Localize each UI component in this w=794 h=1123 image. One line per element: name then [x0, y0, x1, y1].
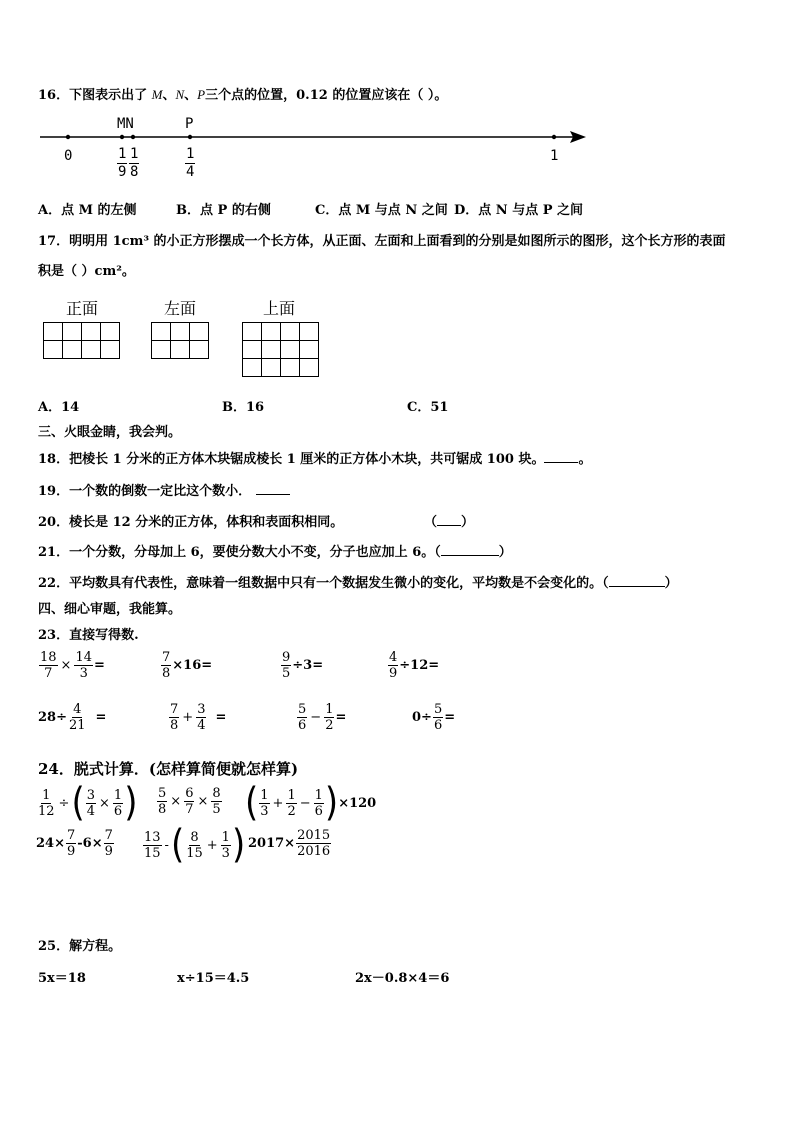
fraction [297, 702, 307, 733]
q18-text: 18．把棱长 1 分米的正方体木块锯成棱长 1 厘米的正方体小木块，共可锯成 100 块。 [38, 452, 545, 467]
q22-blank[interactable] [609, 574, 665, 587]
den: 8 [158, 802, 167, 817]
operator: ÷ [58, 795, 70, 811]
q24-title: 24．脱式计算．(怎样算简便就怎样算) [38, 760, 299, 778]
den: 6 [298, 718, 307, 733]
label-zero: 0 [64, 148, 73, 164]
fraction [296, 828, 331, 859]
operator: × [197, 794, 209, 809]
tail: = [215, 710, 227, 725]
num: 1 [287, 787, 296, 803]
fraction [324, 702, 334, 733]
q17-option-b[interactable]: B．16 [222, 400, 265, 415]
q18 [38, 448, 592, 467]
fraction [184, 786, 194, 817]
operator: × [60, 658, 72, 673]
q21-end: ） [498, 545, 512, 560]
num: 1 [118, 146, 127, 162]
den: 9 [104, 844, 113, 859]
den: 12 [38, 803, 55, 819]
frac-one-eighth [129, 146, 139, 181]
den: 21 [68, 718, 86, 733]
num: 1 [314, 787, 323, 803]
q23-item-8 [412, 702, 455, 733]
q23-item-7 [296, 702, 346, 733]
q19-text: 19．一个数的倒数一定比这个数小． [38, 484, 252, 499]
den: 6 [113, 803, 123, 819]
q24-expr-4 [36, 828, 115, 859]
operator: × [99, 795, 110, 811]
den: 4 [86, 803, 95, 819]
fraction [161, 650, 171, 681]
num: 5 [433, 702, 443, 717]
num: 4 [389, 650, 398, 665]
fraction [86, 788, 96, 819]
section-4-heading: 四、细心审题，我能算。 [38, 602, 182, 617]
tail: = [94, 658, 105, 673]
fraction [68, 702, 87, 733]
point-m-label: M [151, 87, 163, 102]
tail: ×16= [172, 658, 213, 673]
num: 5 [158, 786, 167, 801]
prefix: 24× [36, 836, 65, 851]
fraction [286, 788, 296, 819]
label-mn: MN [117, 116, 134, 132]
q18-end: 。 [578, 452, 592, 467]
den: 8 [130, 164, 139, 180]
right-paren: ) [231, 822, 246, 868]
num: 14 [75, 650, 92, 665]
prefix: 2017× [248, 836, 296, 851]
sep: 、 [162, 88, 176, 103]
fraction [314, 788, 324, 819]
tick-zero [66, 135, 70, 139]
q20 [38, 511, 343, 530]
den: 8 [162, 666, 171, 681]
den: 9 [118, 164, 127, 180]
fraction [211, 786, 221, 817]
fraction [104, 828, 114, 859]
q16-stem [38, 84, 447, 103]
den: 5 [282, 666, 291, 681]
q21-text: 21．一个分数，分母加上 6，要使分数大小不变，分子也应加上 6。（ [38, 545, 441, 560]
q19 [38, 480, 290, 499]
point-n-label: N [175, 87, 185, 102]
q20-blank[interactable] [437, 513, 461, 526]
q23-item-1 [38, 650, 105, 681]
num: 7 [162, 650, 171, 665]
frac-one-quarter [185, 146, 195, 181]
right-paren: ) [124, 780, 138, 826]
num: 7 [170, 702, 179, 717]
num: 1 [186, 146, 195, 162]
fraction [74, 650, 93, 681]
q25-eq-3: 2x－0.8×4＝6 [355, 971, 450, 986]
tail: ÷12= [399, 658, 440, 673]
q16-stem-a: 16．下图表示出了 [38, 88, 148, 103]
point-p-label: P [197, 87, 206, 102]
den: 9 [66, 844, 76, 859]
den: 4 [197, 718, 206, 733]
label-one: 1 [550, 148, 559, 164]
left-paren: ( [71, 780, 85, 826]
prefix: 0÷ [412, 710, 432, 725]
tick-one [552, 135, 556, 139]
q23-item-6 [168, 702, 226, 733]
left-paren: ( [170, 822, 185, 868]
q22 [38, 572, 678, 591]
label-p: P [185, 116, 194, 132]
q16-option-d[interactable]: D．点 N 与点 P 之间 [454, 203, 584, 218]
operator: - [164, 837, 169, 853]
den: 6 [314, 803, 323, 819]
den: 15 [186, 845, 203, 861]
num: 1 [221, 829, 230, 845]
num: 1 [260, 787, 269, 803]
left-paren: ( [245, 780, 259, 826]
den: 3 [260, 803, 269, 819]
q17-option-c[interactable]: C．51 [407, 400, 449, 415]
num: 3 [197, 702, 206, 717]
q23-item-4 [387, 650, 439, 681]
left-view-grid [151, 322, 209, 359]
q16-option-a[interactable]: A．点 M 的左侧 [38, 203, 137, 218]
tail: ×120 [338, 795, 377, 811]
view-label-left: 左面 [164, 299, 197, 318]
q22-text: 22．平均数具有代表性，意味着一组数据中只有一个数据发生微小的变化，平均数是不会变化的。（ [38, 576, 609, 591]
q20-text: 20．棱长是 12 分米的正方体，体积和表面积相同。 [38, 515, 344, 530]
middle: -6× [77, 836, 103, 851]
q24-expr-6 [248, 828, 332, 859]
num: 8 [212, 786, 221, 801]
den: 3 [79, 666, 88, 681]
fraction [221, 830, 231, 861]
fraction [66, 828, 76, 859]
tick-m [120, 135, 124, 139]
num: 1 [325, 702, 334, 717]
den: 2 [287, 803, 296, 819]
den: 8 [170, 718, 179, 733]
den: 7 [185, 802, 194, 817]
fraction [388, 650, 398, 681]
q23-item-5 [38, 702, 106, 733]
tail: = [95, 710, 107, 725]
q22-end: ） [664, 576, 678, 591]
prefix: 28÷ [38, 710, 67, 725]
operator: − [310, 710, 322, 725]
num: 1 [130, 146, 139, 162]
q23-title: 23．直接写得数. [38, 628, 139, 643]
frac-one-ninth [117, 146, 127, 181]
fraction [143, 830, 162, 861]
den: 4 [186, 164, 195, 180]
den: 7 [44, 666, 53, 681]
q16-option-b[interactable]: B．点 P 的右侧 [176, 203, 271, 218]
q16-stem-b: 三个点的位置，0.12 的位置应该在（ ）。 [205, 88, 448, 103]
fraction [196, 702, 206, 733]
q16-option-c[interactable]: C．点 M 与点 N 之间 [315, 203, 448, 218]
q18-blank[interactable] [544, 450, 578, 463]
num: 6 [185, 786, 194, 801]
operator: + [272, 795, 284, 811]
fraction [281, 650, 291, 681]
tail: = [444, 710, 456, 725]
right-paren: ) [324, 780, 339, 826]
section-3-heading: 三、火眼金睛，我会判。 [38, 425, 182, 440]
q20-answer[interactable]: （ ） [424, 515, 475, 530]
num: 3 [86, 787, 95, 803]
view-label-top: 上面 [263, 299, 296, 318]
tail: ÷3= [292, 658, 324, 673]
q24-expr-2 [156, 786, 223, 817]
den: 5 [212, 802, 221, 817]
fraction [113, 788, 123, 819]
fraction [433, 702, 443, 733]
q21 [38, 541, 512, 560]
q23-item-2 [160, 650, 212, 681]
operator: + [206, 837, 218, 853]
den: 15 [144, 845, 161, 861]
num: 7 [104, 828, 113, 843]
q17-stem-line1: 17．明明用 1cm³ 的小正方形摆成一个长方体，从正面、左面和上面看到的分别是如图所示的图形，这个长方形的表面 [38, 234, 726, 249]
fraction [169, 702, 179, 733]
den: 6 [433, 718, 443, 733]
q24-expr-3 [245, 780, 377, 826]
sep: 、 [184, 88, 198, 103]
num: 9 [282, 650, 291, 665]
q25-eq-2: x÷15＝4.5 [177, 971, 250, 986]
fraction [185, 830, 204, 861]
tick-n [131, 135, 135, 139]
num: 1 [42, 787, 51, 803]
fraction [259, 788, 269, 819]
num: 2015 [297, 828, 331, 843]
num: 13 [144, 829, 161, 845]
fraction [37, 788, 56, 819]
q23-item-3 [280, 650, 323, 681]
fraction [157, 786, 167, 817]
q24-expr-1 [36, 780, 138, 826]
q21-blank[interactable] [441, 543, 499, 556]
den: 9 [389, 666, 398, 681]
q25-eq-1: 5x＝18 [38, 971, 86, 986]
num: 5 [298, 702, 307, 717]
top-view-grid [242, 322, 319, 377]
fraction [39, 650, 58, 681]
tick-p [188, 135, 192, 139]
operator: − [299, 795, 311, 811]
q24-expr-5 [142, 822, 246, 868]
operator: + [182, 710, 194, 725]
num: 7 [66, 828, 76, 843]
q25-title: 25．解方程。 [38, 939, 122, 954]
den: 2 [325, 718, 334, 733]
num: 8 [190, 829, 199, 845]
tail: = [335, 710, 347, 725]
num: 4 [73, 702, 82, 717]
front-view-grid [43, 322, 120, 359]
q17-option-a[interactable]: A．14 [38, 400, 80, 415]
den: 2016 [297, 844, 331, 859]
view-label-front: 正面 [66, 299, 99, 318]
number-line [30, 110, 600, 190]
num: 18 [40, 650, 57, 665]
q17-stem-line2: 积是（ ）cm²。 [38, 264, 135, 279]
q19-blank[interactable] [256, 482, 290, 495]
operator: × [170, 794, 182, 809]
den: 3 [221, 845, 230, 861]
num: 1 [113, 787, 123, 803]
